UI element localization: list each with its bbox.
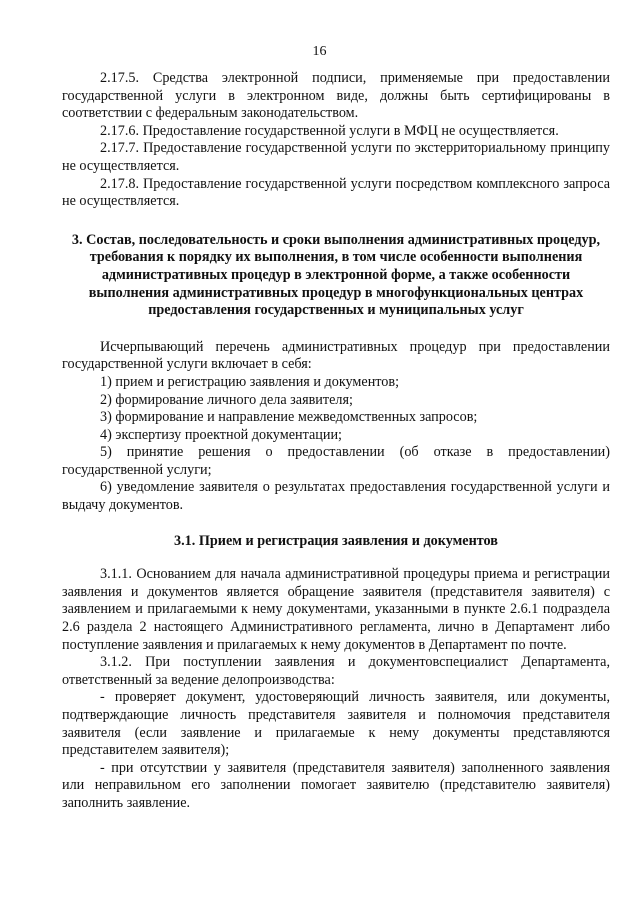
procedure-item-3: 3) формирование и направление межведомственных запросов; (100, 409, 478, 426)
paragraph-2-17-5: 2.17.5. Средства электронной подписи, применяемые при предоставлении государственной услуги в электронном виде, должны быть сертифицированы в соответствии с федеральным законодательством. (62, 70, 610, 122)
paragraph-3-1-2: 3.1.2. При поступлении заявления и документовспециалист Департамента, ответственный за ведение делопроизводства: (62, 654, 610, 688)
procedure-item-1: 1) прием и регистрацию заявления и документов; (100, 373, 400, 390)
paragraph-2-17-8: 2.17.8. Предоставление государственной услуги посредством комплексного запроса не осуществляется. (62, 175, 610, 210)
procedure-item-5: 5) принятие решения о предоставлении (об отказе в предоставлении) государственной услуги; (62, 444, 610, 478)
paragraph-3-1-1: 3.1.1. Основанием для начала административной процедуры приема и регистрации заявления и документов является обращение заявителя (представителя заявителя) с заявлением и прилагаемыми к нему документами, указанными в пункте 2.6.1 подраздела 2.6 раздела 2 настоящего Административного регламента, лично в Департамент либо поступление заявления и прилагаемых к нему документов в Департамент по почте. (62, 566, 610, 653)
subsection-3-1-heading: 3.1. Прием и регистрация заявления и документов (174, 532, 498, 549)
paragraph-help-fill-application: - при отсутствии у заявителя (представителя заявителя) заполненного заявления или неправильном его заполнении помогает заявителю (представителю заявителя) заполнить заявление. (62, 759, 610, 811)
document-body (62, 70, 610, 813)
procedure-item-2: 2) формирование личного дела заявителя; (100, 391, 353, 408)
paragraph-2-17-6: 2.17.6. Предоставление государственной услуги в МФЦ не осуществляется. (100, 122, 559, 139)
procedure-item-6: 6) уведомление заявителя о результатах предоставления государственной услуги и выдачу документов. (62, 479, 610, 514)
procedure-item-4: 4) экспертизу проектной документации; (100, 426, 342, 443)
paragraph-2-17-7: 2.17.7. Предоставление государственной услуги по экстерриториальному принципу не осуществляется. (62, 140, 610, 174)
section-3-heading: 3. Состав, последовательность и сроки выполнения административных процедур, требования к порядку их выполнения, в том числе особенности выполнения административных процедур в электронной форме, а также особенности выполнения административных процедур в многофункциональных центрах предоставления государственных и муниципальных услуг (71, 231, 601, 319)
paragraph-check-documents: - проверяет документ, удостоверяющий личность заявителя, или документы, подтверждающие личность представителя заявителя и полномочия представителя заявителя (если заявление и прилагаемые к нему документы представляются представителем заявителя); (62, 689, 610, 759)
page-number: 16 (312, 44, 327, 59)
section-3-intro: Исчерпывающий перечень административных процедур при предоставлении государственной услуги включает в себя: (62, 338, 610, 373)
